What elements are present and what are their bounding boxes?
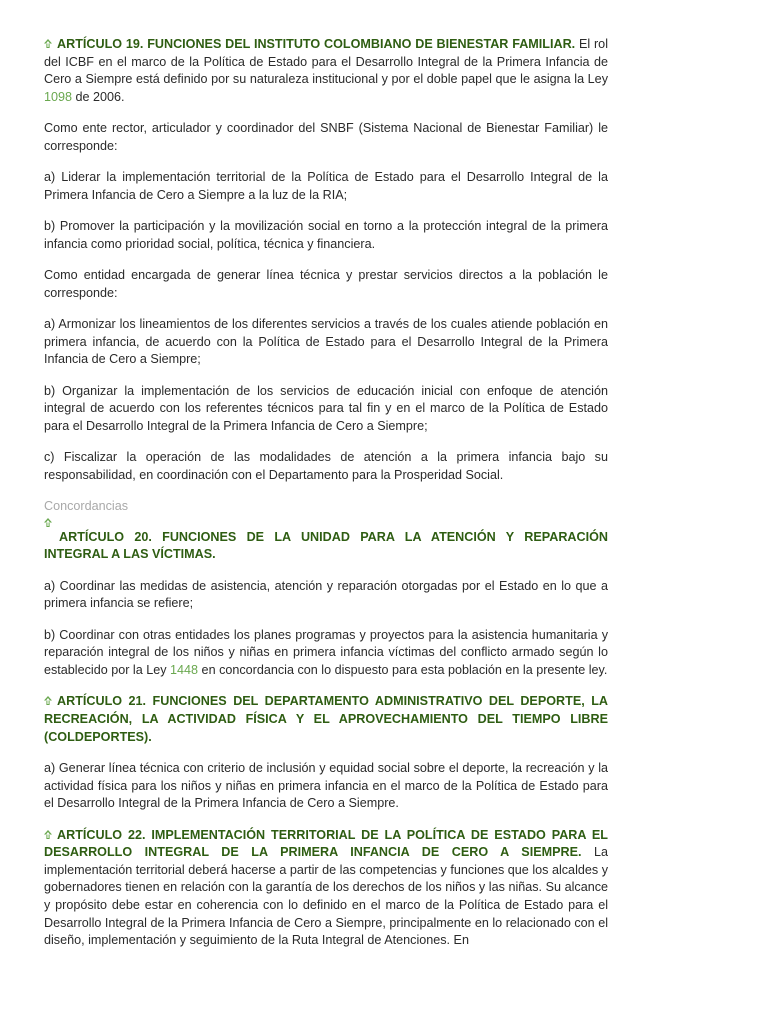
art19-paragraph-4: Como entidad encargada de generar línea técnica y prestar servicios directos a la población le corresponde: (44, 268, 608, 300)
art20-p2-after-link: en concordancia con lo dispuesto para esta población en la presente ley. (198, 663, 608, 677)
art19-paragraph-3: b) Promover la participación y la movilización social en torno a la protección integral de la primera infancia como prioridad social, política, técnica y financiera. (44, 219, 608, 251)
up-arrow-icon[interactable] (44, 830, 52, 839)
art20-p2-before-link: b) Coordinar con otras entidades los planes programas y proyectos para la asistencia humanitaria y reparación integral de los niños y niñas en primera infancia víctimas del conflicto armado según lo establecido por la Ley (44, 627, 608, 677)
art20-heading-paragraph (44, 529, 608, 564)
art19-text-before-link: El rol del ICBF en el marco de la Política de Estado para el Desarrollo Integral de la Primera Infancia de Cero a Siempre está definido por su naturaleza institucional y por el doble papel que le asigna la Ley (44, 37, 608, 87)
art20-paragraph-1: a) Coordinar las medidas de asistencia, atención y reparación otorgadas por el Estado en lo que a primera infancia se refiere; (44, 578, 608, 611)
art22-heading-paragraph (44, 827, 608, 950)
art20-title: ARTÍCULO 20. FUNCIONES DE LA UNIDAD PARA LA ATENCIÓN Y REPARACIÓN INTEGRAL A LAS VÍCTIMAS. (44, 529, 608, 562)
art21-heading-paragraph (44, 693, 608, 746)
up-arrow-icon[interactable] (44, 39, 52, 48)
art20-arrow-line (44, 517, 608, 529)
art22-text: La implementación territorial deberá hacerse a partir de las competencias y funciones que los alcaldes y gobernadores tienen en relación con la garantía de los derechos de los niños y las niñas. Su alcance y propósito debe estar en coherencia con lo definido en el marco de la Política de Estado para el Desarrollo Integral de la Primera Infancia de Cero a Siempre, principalmente en lo relacionado con el diseño, implementación y seguimiento de la Ruta Integral de Atenciones. En (44, 845, 608, 948)
up-arrow-icon[interactable] (44, 696, 52, 705)
art19-paragraph-7: c) Fiscalizar la operación de las modalidades de atención a la primera infancia bajo su responsabilidad, en coordinación con el Departamento para la Prosperidad Social. (44, 450, 608, 482)
art19-heading-paragraph (44, 36, 608, 106)
law-1448-link[interactable]: 1448 (170, 663, 199, 677)
art20-paragraph-2 (44, 627, 608, 680)
concordancias-link[interactable]: Concordancias (44, 499, 129, 514)
art21-title: ARTÍCULO 21. FUNCIONES DEL DEPARTAMENTO ADMINISTRATIVO DEL DEPORTE, LA RECREACIÓN, LA ACTIVIDAD FÍSICA Y EL APROVECHAMIENTO DEL TIEMPO LIBRE (COLDEPORTES). (44, 694, 608, 744)
up-arrow-icon[interactable] (44, 518, 52, 527)
document-body (44, 36, 608, 964)
art19-title: ARTÍCULO 19. FUNCIONES DEL INSTITUTO COLOMBIANO DE BIENESTAR FAMILIAR. (57, 37, 576, 51)
art19-paragraph-1: Como ente rector, articulador y coordinador del SNBF (Sistema Nacional de Bienestar Familiar) le corresponde: (44, 121, 608, 153)
law-1098-link[interactable]: 1098 (44, 89, 73, 104)
art19-text-after-link: de 2006. (72, 89, 125, 104)
art19-paragraph-6: b) Organizar la implementación de los servicios de educación inicial con enfoque de atención integral de acuerdo con los referentes técnicos para tal fin y en el marco de la Política de Estado para el Desarrollo Integral de la Primera Infancia de Cero a Siempre; (44, 383, 608, 433)
art22-title: ARTÍCULO 22. IMPLEMENTACIÓN TERRITORIAL DE LA POLÍTICA DE ESTADO PARA EL DESARROLLO INTEGRAL DE LA PRIMERA INFANCIA DE CERO A SIEMPRE. (44, 827, 608, 860)
art19-paragraph-5: a) Armonizar los lineamientos de los diferentes servicios a través de los cuales atiende población en primera infancia, de acuerdo con la Política de Estado para el Desarrollo Integral de la Primera Infancia de Cero a Siempre; (44, 317, 608, 367)
art19-paragraph-2: a) Liderar la implementación territorial de la Política de Estado para el Desarrollo Integral de la Primera Infancia de Cero a Siempre a la luz de la RIA; (44, 170, 608, 202)
art21-paragraph-1: a) Generar línea técnica con criterio de inclusión y equidad social sobre el deporte, la recreación y la actividad física para los niños y niñas en primera infancia en el marco de la Política de Estado para el Desarrollo Integral de la Primera Infancia de Cero a Siempre. (44, 760, 608, 811)
